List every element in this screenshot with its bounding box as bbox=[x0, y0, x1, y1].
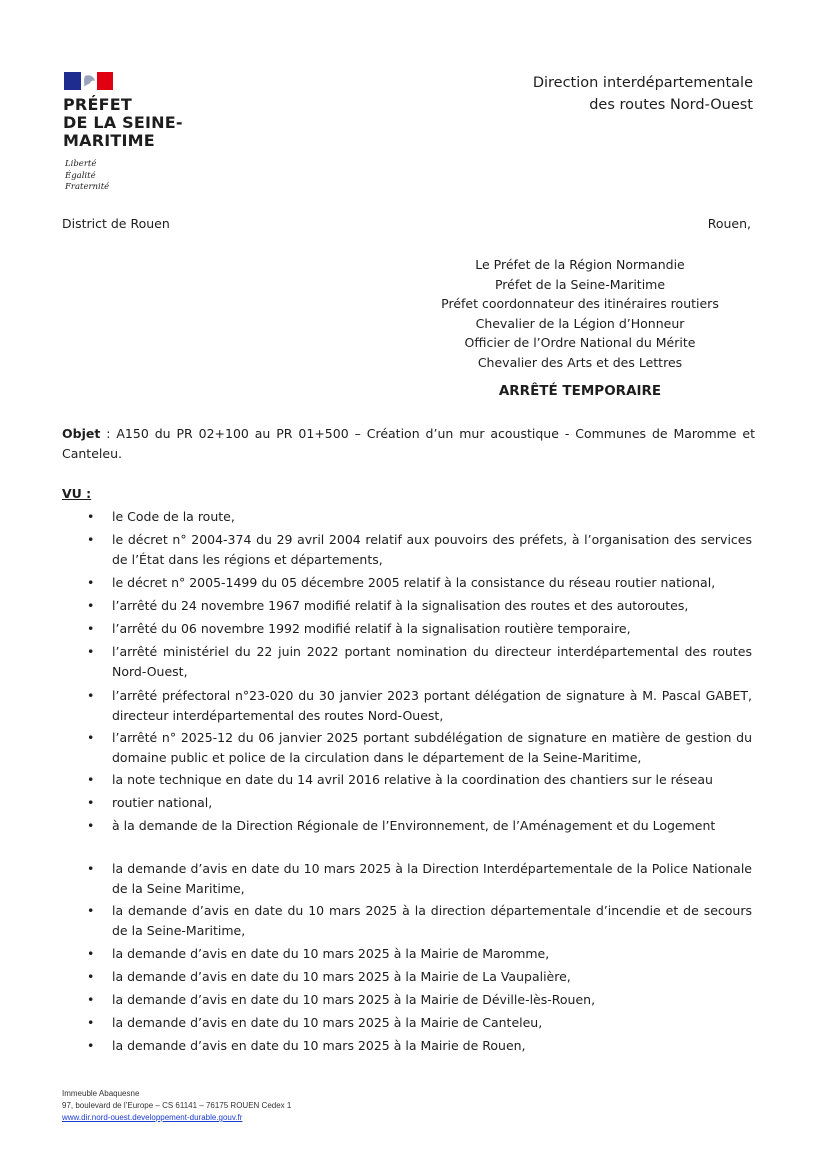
bullet-icon: • bbox=[87, 730, 95, 745]
bullet-icon: • bbox=[87, 1038, 95, 1053]
list-item-text: la demande d’avis en date du 10 mars 2025 à la Direction Interdépartementale de la Police Nationale de la Seine Maritime, bbox=[112, 861, 752, 896]
list-item-text: l’arrêté préfectoral n°23-020 du 30 janvier 2023 portant délégation de signature à M. Pascal GABET, directeur interdépartemental des routes Nord-Ouest, bbox=[112, 688, 752, 723]
direction-line-1: Direction interdépartementale bbox=[532, 75, 753, 91]
list-item-text: la demande d’avis en date du 10 mars 2025 à la Mairie de Déville-lès-Rouen, bbox=[112, 992, 596, 1007]
list-item-text: à la demande de la Direction Régionale de l’Environnement, de l’Aménagement et du Logement bbox=[112, 818, 716, 833]
objet-paragraph bbox=[62, 424, 755, 463]
list-item-text: la demande d’avis en date du 10 mars 2025 à la Mairie de Maromme, bbox=[112, 946, 550, 961]
republic-motto bbox=[65, 159, 109, 194]
objet-label: Objet bbox=[62, 426, 101, 441]
motto-liberte: Liberté bbox=[65, 159, 97, 169]
list-item bbox=[87, 573, 752, 593]
bullet-icon: • bbox=[87, 644, 95, 659]
brand-line-2: DE LA SEINE- bbox=[63, 113, 183, 132]
footer-website-link[interactable]: www.dir.nord-ouest.developpement-durable.gouv.fr bbox=[62, 1113, 243, 1122]
bullet-icon: • bbox=[87, 969, 95, 984]
list-item bbox=[87, 619, 752, 639]
bullet-icon: • bbox=[87, 575, 95, 590]
bullet-icon: • bbox=[87, 772, 95, 787]
bullet-icon: • bbox=[87, 818, 95, 833]
document-title: ARRÊTÉ TEMPORAIRE bbox=[498, 383, 662, 399]
list-item bbox=[87, 859, 752, 898]
list-item bbox=[87, 793, 752, 813]
prefect-titles bbox=[420, 255, 740, 372]
bullet-icon: • bbox=[87, 598, 95, 613]
list-item bbox=[87, 944, 752, 964]
footer-building: Immeuble Abaquesne bbox=[62, 1089, 140, 1098]
prefecture-name bbox=[63, 96, 183, 150]
direction-line-2: des routes Nord-Ouest bbox=[589, 97, 753, 113]
list-item bbox=[87, 1013, 752, 1033]
bullet-icon: • bbox=[87, 795, 95, 810]
brand-line-1: PRÉFET bbox=[63, 95, 132, 114]
list-item bbox=[87, 901, 752, 940]
objet-text: A150 du PR 02+100 au PR 01+500 – Création d’un mur acoustique - Communes de Maromme et Canteleu. bbox=[62, 426, 755, 461]
list-item-text: l’arrêté du 06 novembre 1992 modifié relatif à la signalisation routière temporaire, bbox=[112, 621, 631, 636]
list-item-text: la demande d’avis en date du 10 mars 2025 à la direction départementale d’incendie et de secours de la Seine-Maritime, bbox=[112, 903, 752, 938]
prefect-title-line: Chevalier de la Légion d’Honneur bbox=[475, 315, 685, 331]
prefect-title-line: Chevalier des Arts et des Lettres bbox=[477, 354, 683, 370]
list-item bbox=[87, 642, 752, 681]
list-item-text: routier national, bbox=[112, 795, 213, 810]
city-date-label: Rouen, bbox=[707, 216, 751, 231]
bullet-icon: • bbox=[87, 688, 95, 703]
bullet-icon: • bbox=[87, 861, 95, 876]
list-item bbox=[87, 686, 752, 725]
list-item bbox=[87, 728, 752, 767]
list-item bbox=[87, 1036, 752, 1056]
marianne-logo-icon bbox=[64, 72, 113, 90]
list-item bbox=[87, 770, 752, 790]
list-item-text: le Code de la route, bbox=[112, 509, 235, 524]
list-item bbox=[87, 816, 752, 836]
list-item bbox=[87, 596, 752, 616]
list-item-text: l’arrêté du 24 novembre 1967 modifié relatif à la signalisation des routes et des autoroutes, bbox=[112, 598, 689, 613]
list-item-text: le décret n° 2004-374 du 29 avril 2004 relatif aux pouvoirs des préfets, à l’organisation des services de l’État dans les régions et départements, bbox=[112, 532, 752, 567]
objet-separator: : bbox=[100, 426, 117, 441]
list-item-text: la note technique en date du 14 avril 2016 relative à la coordination des chantiers sur le réseau bbox=[112, 772, 713, 787]
list-item bbox=[87, 967, 752, 987]
footer-address: 97, boulevard de l’Europe – CS 61141 – 76175 ROUEN Cedex 1 bbox=[62, 1101, 292, 1110]
list-item-text: l’arrêté ministériel du 22 juin 2022 portant nomination du directeur interdépartemental des routes Nord-Ouest, bbox=[112, 644, 752, 679]
bullet-icon: • bbox=[87, 532, 95, 547]
list-item bbox=[87, 530, 752, 569]
prefect-title-line: Préfet coordonnateur des itinéraires routiers bbox=[441, 296, 719, 311]
prefect-title-line: Le Préfet de la Région Normandie bbox=[475, 257, 685, 272]
list-item bbox=[87, 507, 752, 527]
page-footer bbox=[62, 1088, 291, 1124]
district-label: District de Rouen bbox=[62, 216, 170, 231]
list-item-text: le décret n° 2005-1499 du 05 décembre 2005 relatif à la consistance du réseau routier national, bbox=[112, 575, 716, 590]
prefect-title-line: Officier de l’Ordre National du Mérite bbox=[464, 335, 696, 350]
bullet-icon: • bbox=[87, 946, 95, 961]
motto-fraternite: Fraternité bbox=[65, 182, 110, 192]
brand-line-3: MARITIME bbox=[63, 131, 155, 150]
list-item-text: la demande d’avis en date du 10 mars 2025 à la Mairie de Canteleu, bbox=[112, 1015, 543, 1030]
list-item-text: la demande d’avis en date du 10 mars 2025 à la Mairie de La Vaupalière, bbox=[112, 969, 571, 984]
list-item-text: l’arrêté n° 2025-12 du 06 janvier 2025 portant subdélégation de signature en matière de gestion du domaine public et police de la circulation dans le département de la Seine-Maritime, bbox=[112, 730, 752, 765]
motto-egalite: Égalité bbox=[65, 170, 96, 181]
bullet-icon: • bbox=[87, 509, 95, 524]
prefect-title-line: Préfet de la Seine-Maritime bbox=[494, 276, 666, 292]
list-item-text: la demande d’avis en date du 10 mars 2025 à la Mairie de Rouen, bbox=[112, 1038, 526, 1053]
vu-heading: VU : bbox=[62, 486, 92, 501]
list-item bbox=[87, 990, 752, 1010]
bullet-icon: • bbox=[87, 621, 95, 636]
bullet-icon: • bbox=[87, 1015, 95, 1030]
direction-heading bbox=[533, 72, 753, 116]
bullet-icon: • bbox=[87, 903, 95, 918]
bullet-icon: • bbox=[87, 992, 95, 1007]
